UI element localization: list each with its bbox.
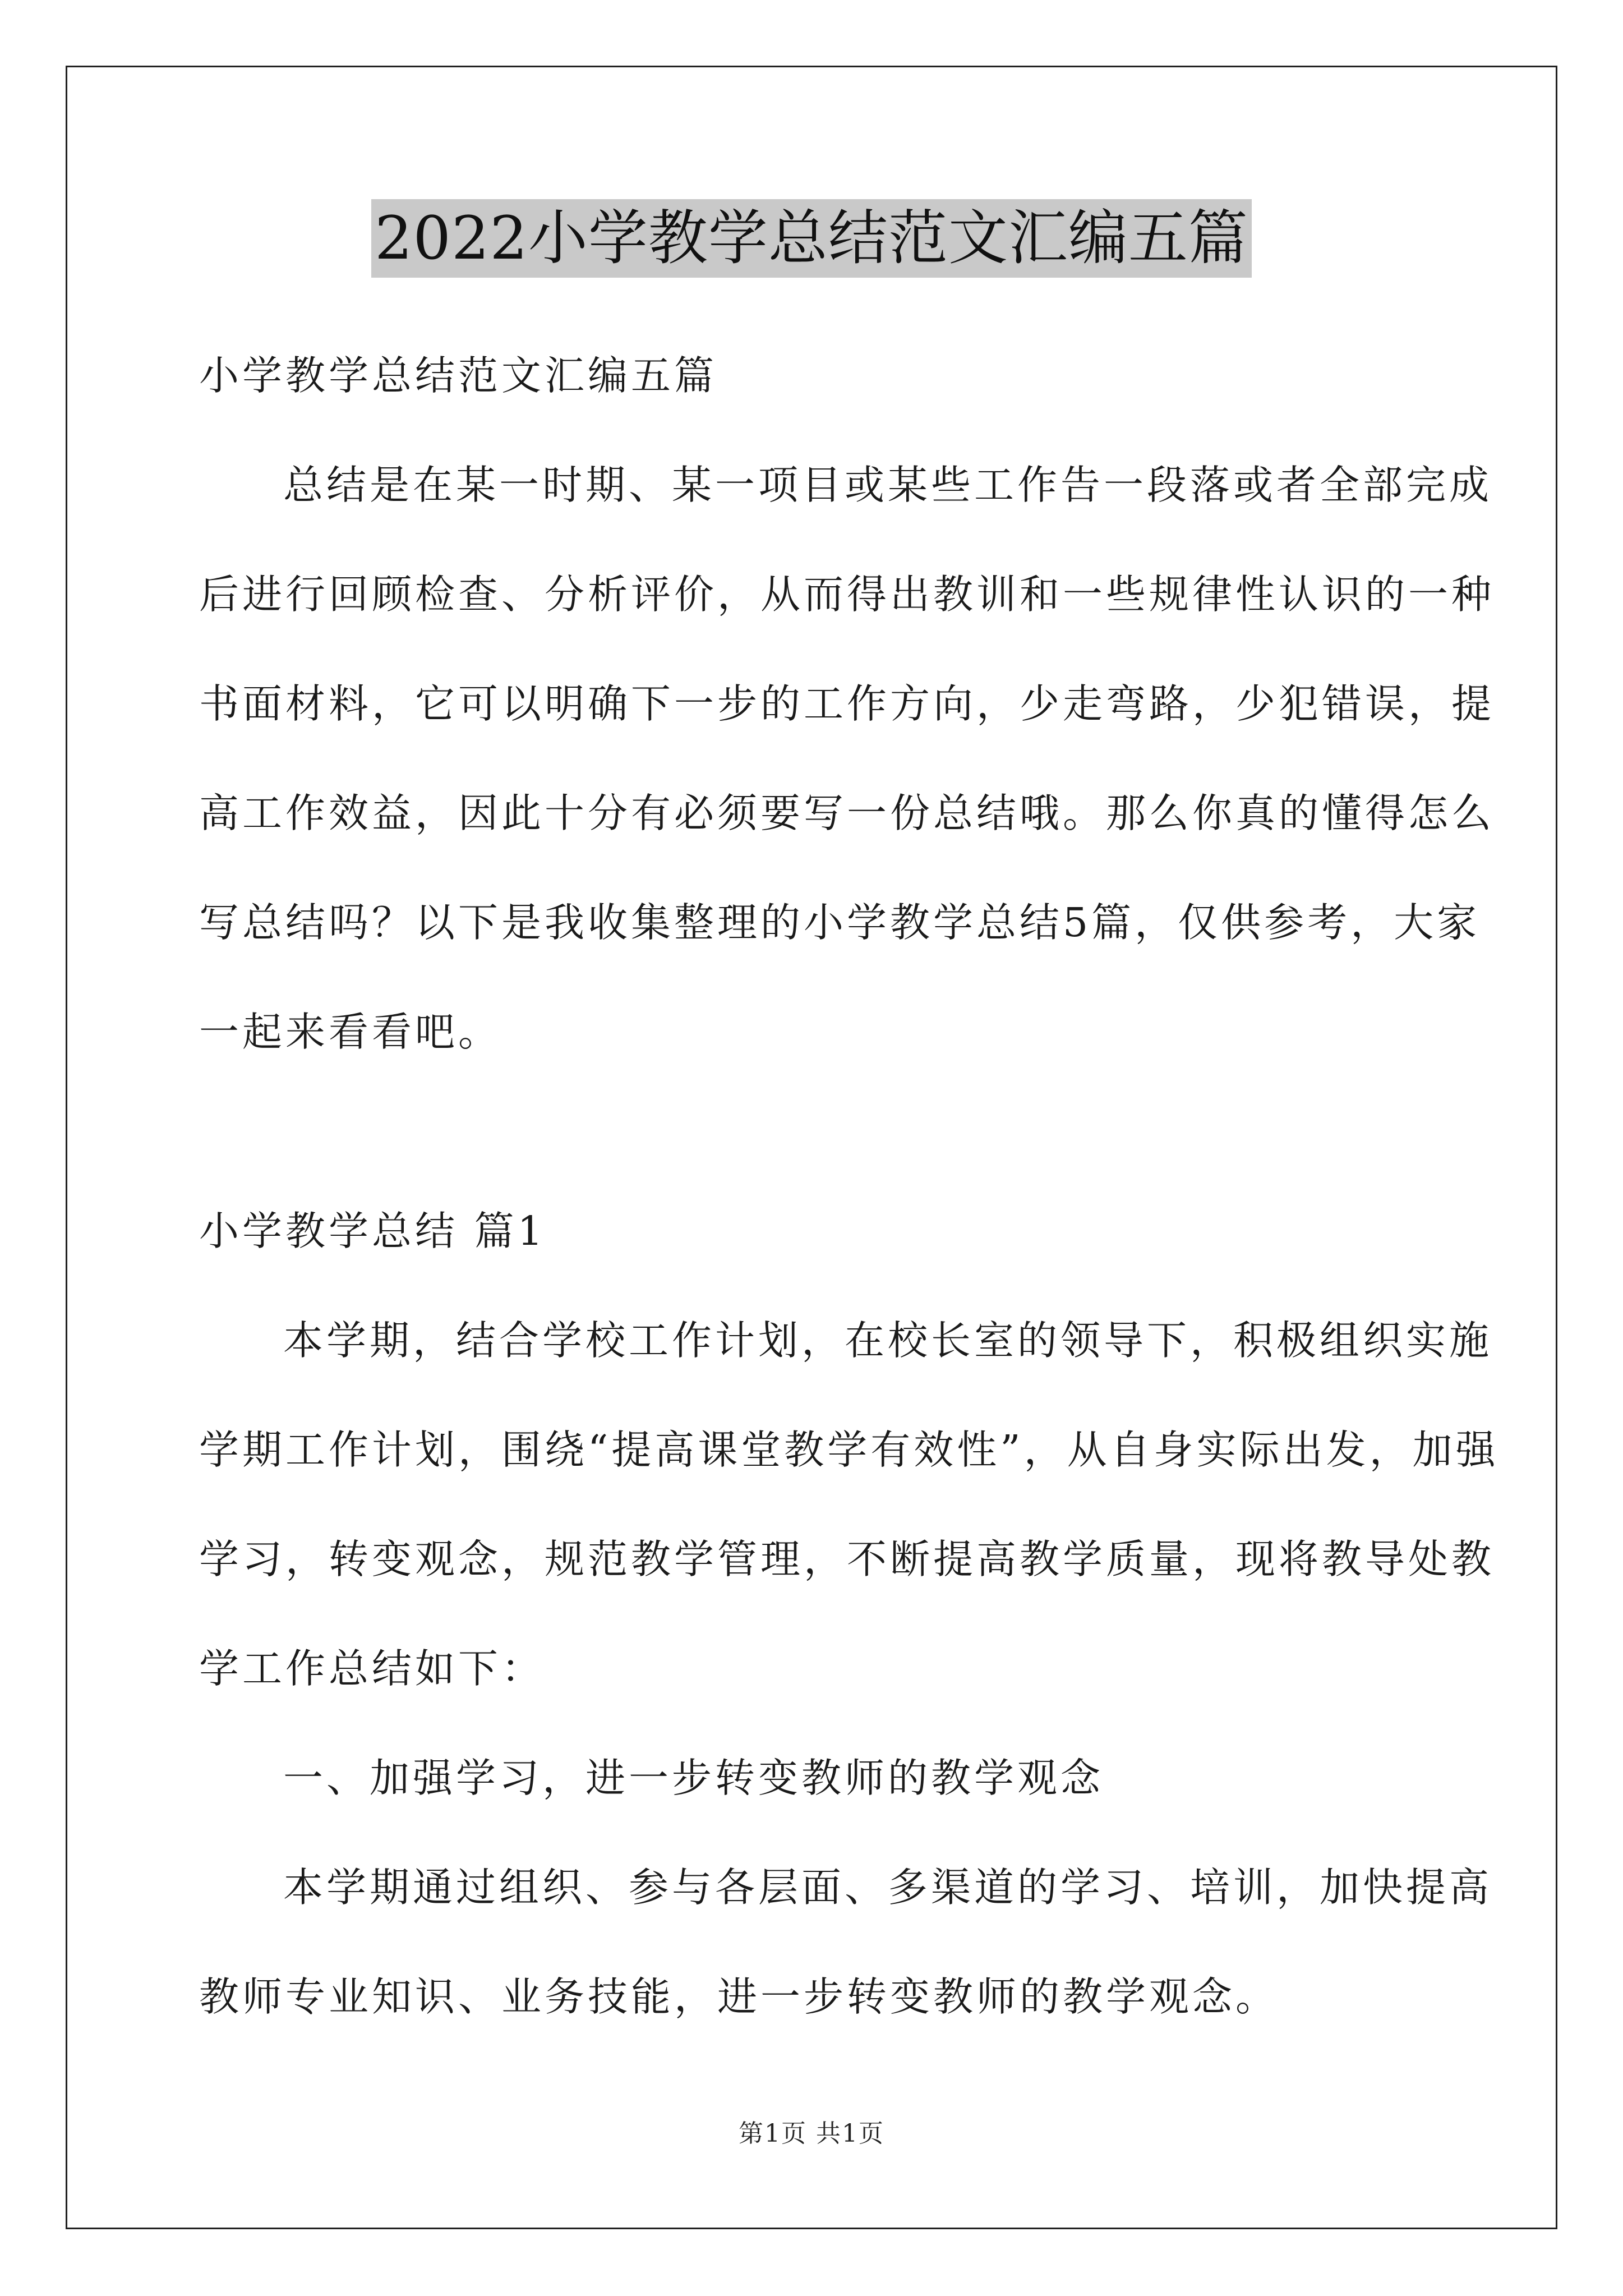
document-title: 2022小学教学总结范文汇编五篇 (371, 199, 1252, 278)
section-line: 学期工作计划，围绕“提高课堂教学有效性”，从自身实际出发，加强 (199, 1427, 1499, 1473)
intro-line: 总结是在某一时期、某一项目或某些工作告一段落或者全部完成 (283, 462, 1493, 508)
intro-line: 高工作效益，因此十分有必须要写一份总结哦。那么你真的懂得怎么 (199, 790, 1495, 836)
document-subtitle: 小学教学总结范文汇编五篇 (199, 352, 718, 399)
intro-line: 一起来看看吧。 (199, 1009, 502, 1055)
title-container (0, 199, 1623, 278)
page-footer: 第1页 共1页 (739, 2119, 884, 2148)
section-line: 学工作总结如下： (199, 1645, 545, 1692)
intro-line: 写总结吗？以下是我收集整理的小学教学总结5篇，仅供参考，大家 (199, 899, 1481, 946)
section-line: 教师专业知识、业务技能，进一步转变教师的教学观念。 (199, 1973, 1279, 2020)
section-subheading: 一、加强学习，进一步转变教师的教学观念 (283, 1755, 1104, 1801)
section-line: 学习，转变观念，规范教学管理，不断提高教学质量，现将教导处教 (199, 1536, 1495, 1582)
section-line: 本学期，结合学校工作计划，在校长室的领导下，积极组织实施 (283, 1317, 1493, 1364)
section-line: 本学期通过组织、参与各层面、多渠道的学习、培训，加快提高 (283, 1864, 1493, 1911)
section-heading: 小学教学总结 篇1 (199, 1208, 546, 1254)
intro-line: 书面材料，它可以明确下一步的工作方向，少走弯路，少犯错误，提 (199, 680, 1495, 727)
intro-line: 后进行回顾检查、分析评价，从而得出教训和一些规律性认识的一种 (199, 571, 1495, 618)
